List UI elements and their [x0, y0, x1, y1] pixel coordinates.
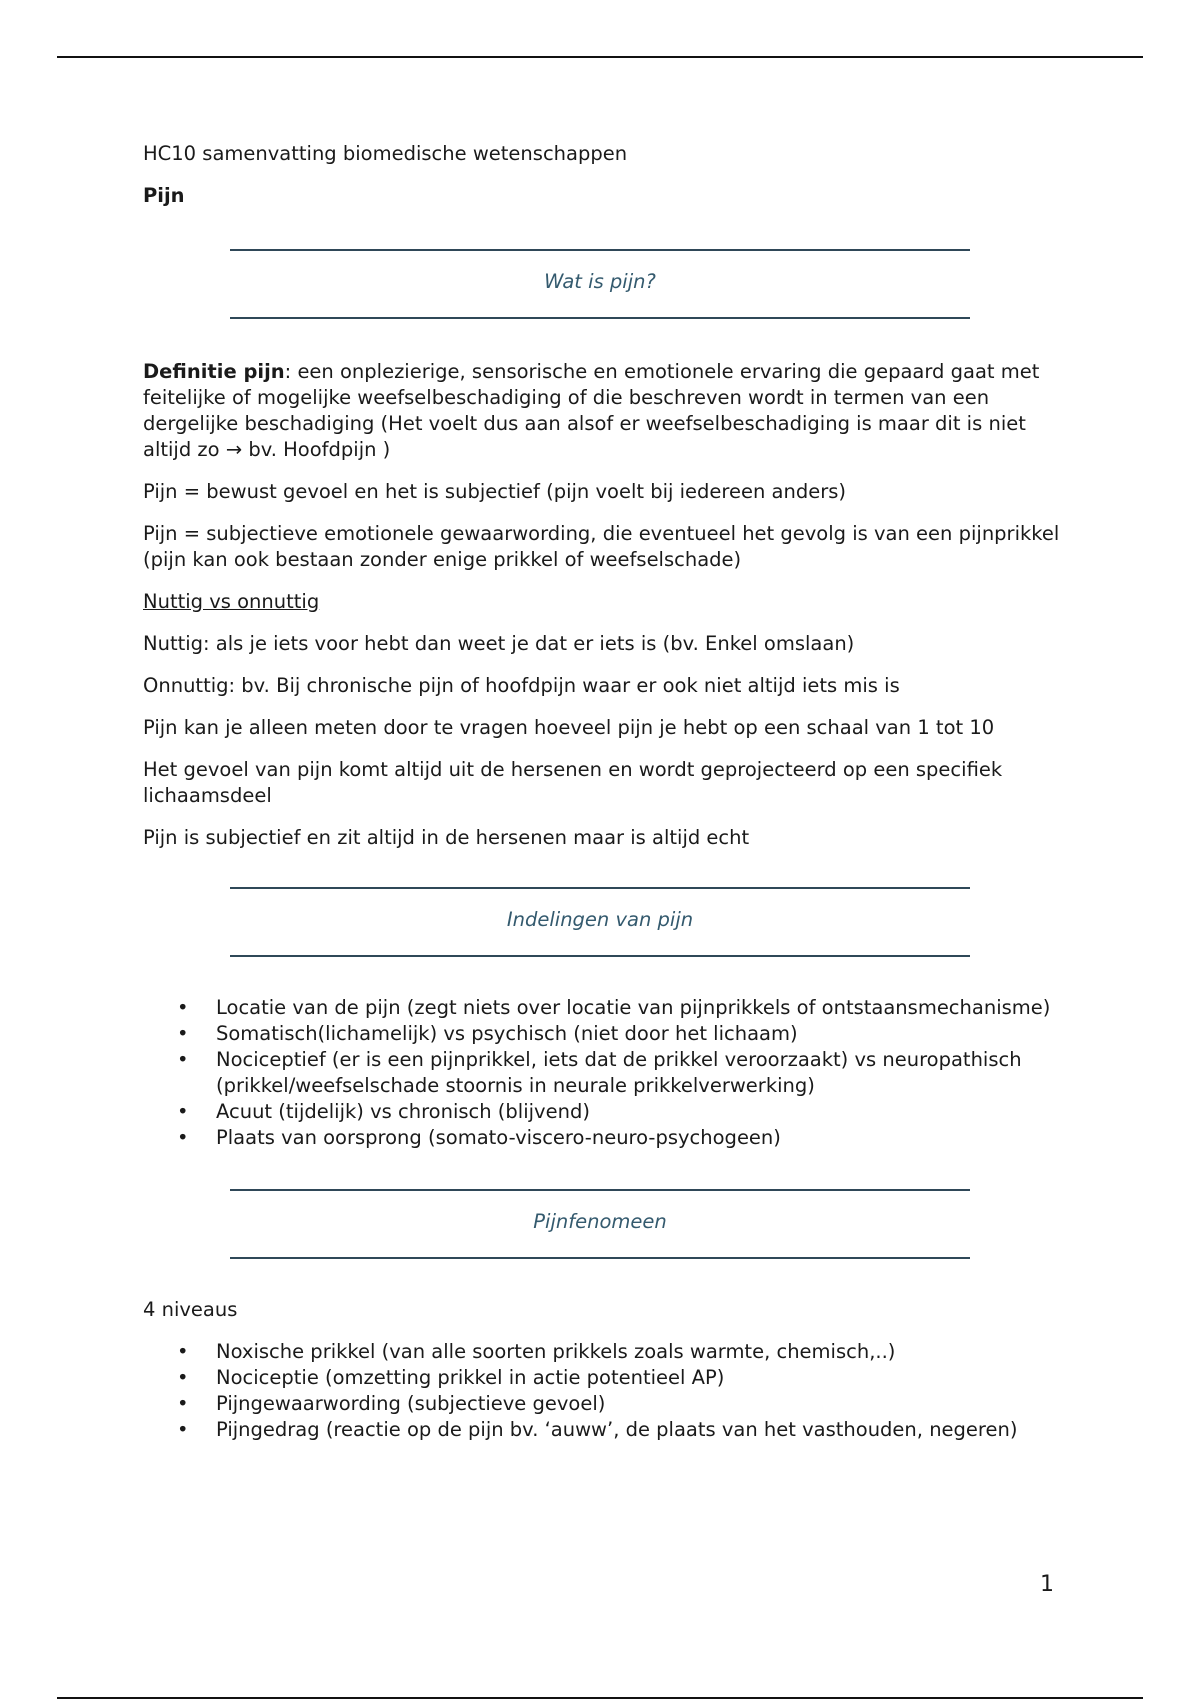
page-bottom-rule — [57, 1697, 1143, 1699]
definition-text: : een onplezierige, sensorische en emotionele ervaring die gepaard gaat met feitelijke of mogelijke weefselbeschadiging of die beschreven wordt in termen van een dergelijke beschadiging (Het voelt dus aan alsof er weefselbeschadiging is maar dit is niet altijd zo → bv. Hoofdpijn ) — [143, 360, 1040, 461]
niveaus-list — [143, 1339, 1063, 1443]
section-heading-indelingen-van-pijn: Indelingen van pijn — [230, 887, 970, 957]
paragraph: Onnuttig: bv. Bij chronische pijn of hoofdpijn waar er ook niet altijd iets mis is — [143, 674, 900, 697]
list-item: • Plaats van oorsprong (somato-viscero-neuro-psychogeen) — [143, 1125, 1063, 1151]
page-top-rule — [57, 56, 1143, 58]
list-item: • Noxische prikkel (van alle soorten prikkels zoals warmte, chemisch,..) — [143, 1339, 1063, 1365]
paragraph: Nuttig: als je iets voor hebt dan weet je dat er iets is (bv. Enkel omslaan) — [143, 632, 855, 655]
list-item: • Pijngedrag (reactie op de pijn bv. ‘auww’, de plaats van het vasthouden, negeren) — [143, 1417, 1063, 1443]
list-item: • Nociceptie (omzetting prikkel in actie potentieel AP) — [143, 1365, 1063, 1391]
definition-term: Definitie pijn — [143, 360, 285, 383]
paragraph: Pijn kan je alleen meten door te vragen hoeveel pijn je hebt op een schaal van 1 tot 10 — [143, 716, 995, 739]
paragraph: Pijn is subjectief en zit altijd in de hersenen maar is altijd echt — [143, 826, 750, 849]
levels-intro: 4 niveaus — [143, 1298, 238, 1321]
list-item: • Locatie van de pijn (zegt niets over locatie van pijnprikkels of ontstaansmechanisme) — [143, 995, 1063, 1021]
paragraph: Het gevoel van pijn komt altijd uit de hersenen en wordt geprojecteerd op een specifiek lichaamsdeel — [143, 758, 1003, 807]
main-heading: Pijn — [143, 184, 185, 207]
list-item: • Pijngewaarwording (subjectieve gevoel) — [143, 1391, 1063, 1417]
list-item: • Somatisch(lichamelijk) vs psychisch (niet door het lichaam) — [143, 1021, 1063, 1047]
page-number: 1 — [1040, 1572, 1054, 1597]
subheading-nuttig-vs-onnuttig: Nuttig vs onnuttig — [143, 590, 320, 613]
document-title: HC10 samenvatting biomedische wetenschappen — [143, 142, 628, 165]
section-heading-pijnfenomeen: Pijnfenomeen — [230, 1189, 970, 1259]
definition-paragraph — [143, 359, 1063, 463]
list-item: • Nociceptief (er is een pijnprikkel, iets dat de prikkel veroorzaakt) vs neuropathisch (prikkel/weefselschade stoornis in neurale prikkelverwerking) — [143, 1047, 1063, 1099]
paragraph: Pijn = subjectieve emotionele gewaarwording, die eventueel het gevolg is van een pijnprikkel (pijn kan ook bestaan zonder enige prikkel of weefselschade) — [143, 522, 1060, 571]
list-item: • Acuut (tijdelijk) vs chronisch (blijvend) — [143, 1099, 1063, 1125]
section-heading-wat-is-pijn: Wat is pijn? — [230, 249, 970, 319]
document-body — [143, 141, 1063, 1443]
indelingen-list — [143, 995, 1063, 1151]
paragraph: Pijn = bewust gevoel en het is subjectief (pijn voelt bij iedereen anders) — [143, 480, 847, 503]
